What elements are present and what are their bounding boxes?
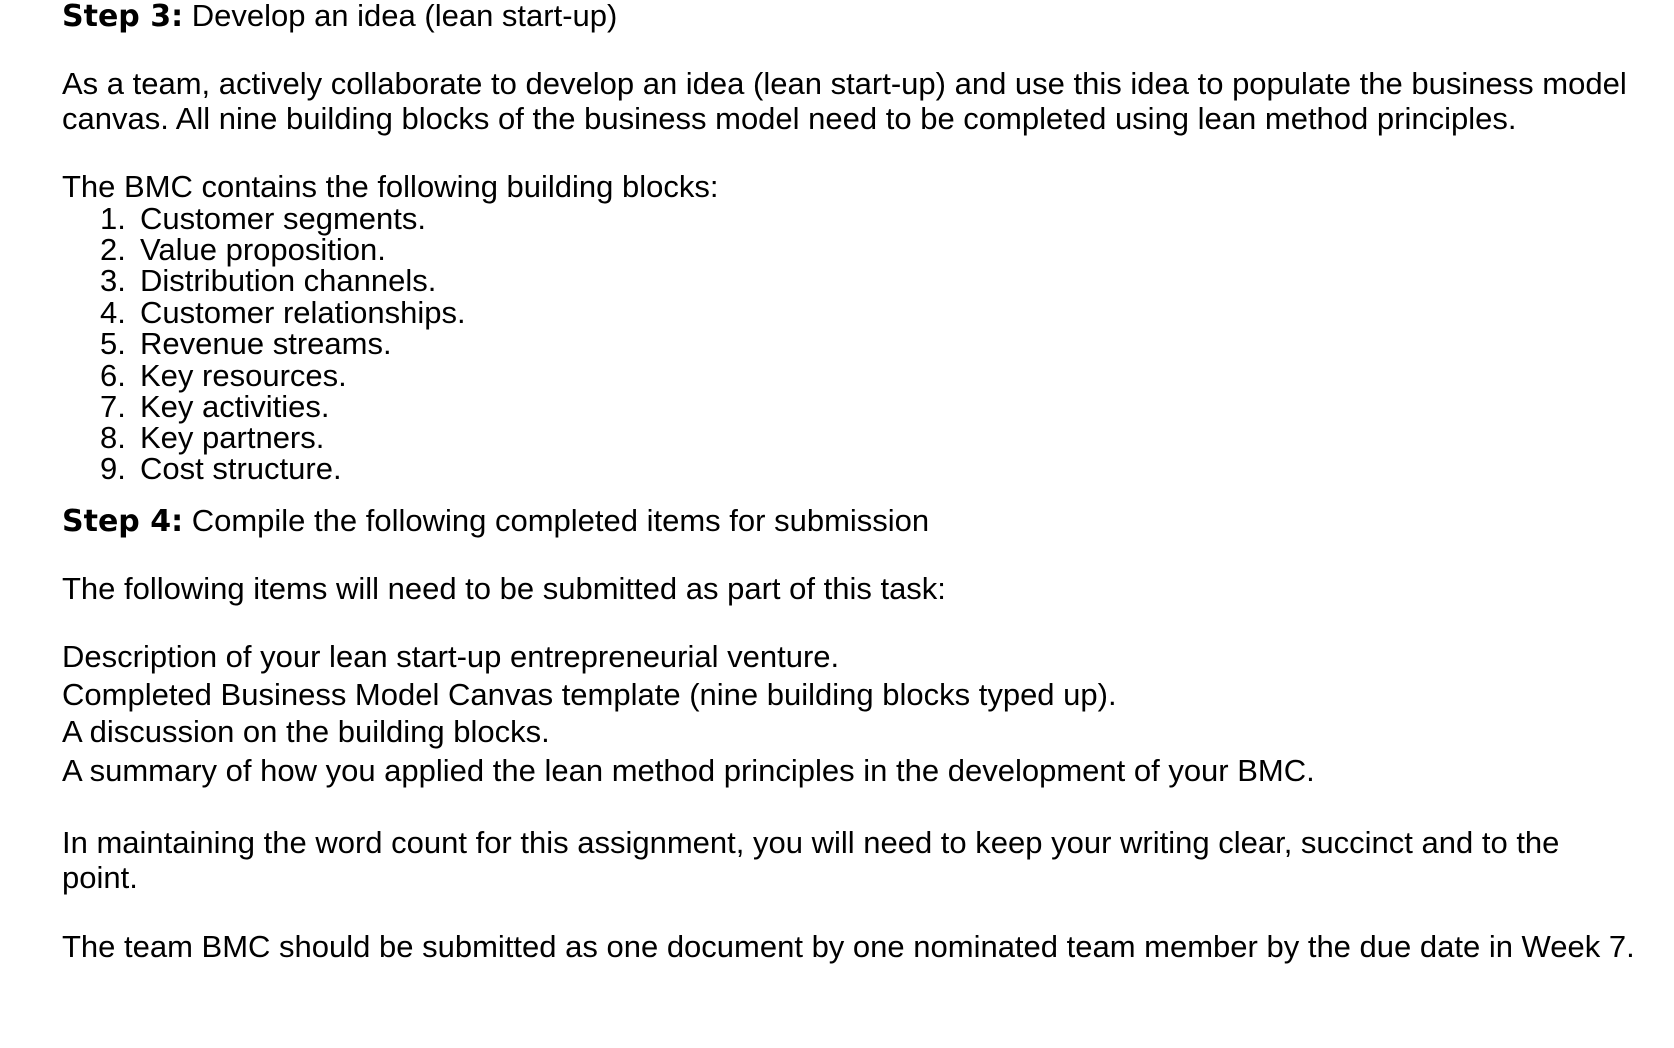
intro-line-1: As a team, actively collaborate to develop an idea (lean start-up) and use this idea to populate the business model [62,66,1627,101]
word-count-note-line-2: point. [62,860,138,895]
list-item: 8. Key partners. [100,420,325,455]
submission-item-description: Description of your lean start-up entrepreneurial venture. [62,639,840,674]
list-item: 4. Customer relationships. [100,295,466,330]
step3-label: Step 3: [62,0,184,34]
list-item: 1. Customer segments. [100,201,426,236]
submission-item-summary: A summary of how you applied the lean method principles in the development of your BMC. [62,753,1315,788]
step4-title: Compile the following completed items for submission [191,503,930,538]
submission-item-bmc-template: Completed Business Model Canvas template (nine building blocks typed up). [62,677,1117,712]
list-item: 9. Cost structure. [100,451,342,486]
intro-line-2: canvas. All nine building blocks of the business model need to be completed using lean method principles. [62,101,1517,136]
step4-label: Step 4: [62,504,184,539]
list-item: 5. Revenue streams. [100,326,392,361]
step3-title: Develop an idea (lean start-up) [191,0,618,33]
word-count-note-line-1: In maintaining the word count for this assignment, you will need to keep your writing clear, succinct and to the [62,825,1560,860]
list-item: 3. Distribution channels. [100,263,437,298]
step4-heading [62,503,929,540]
list-item: 6. Key resources. [100,358,347,393]
list-item: 2. Value proposition. [100,232,386,267]
list-item: 7. Key activities. [100,389,330,424]
submission-heading: The following items will need to be submitted as part of this task: [62,571,946,606]
final-note: The team BMC should be submitted as one document by one nominated team member by the due date in Week 7. [62,929,1635,964]
submission-item-discussion: A discussion on the building blocks. [62,714,550,749]
bmc-heading: The BMC contains the following building blocks: [62,169,719,204]
step3-heading [62,0,617,35]
